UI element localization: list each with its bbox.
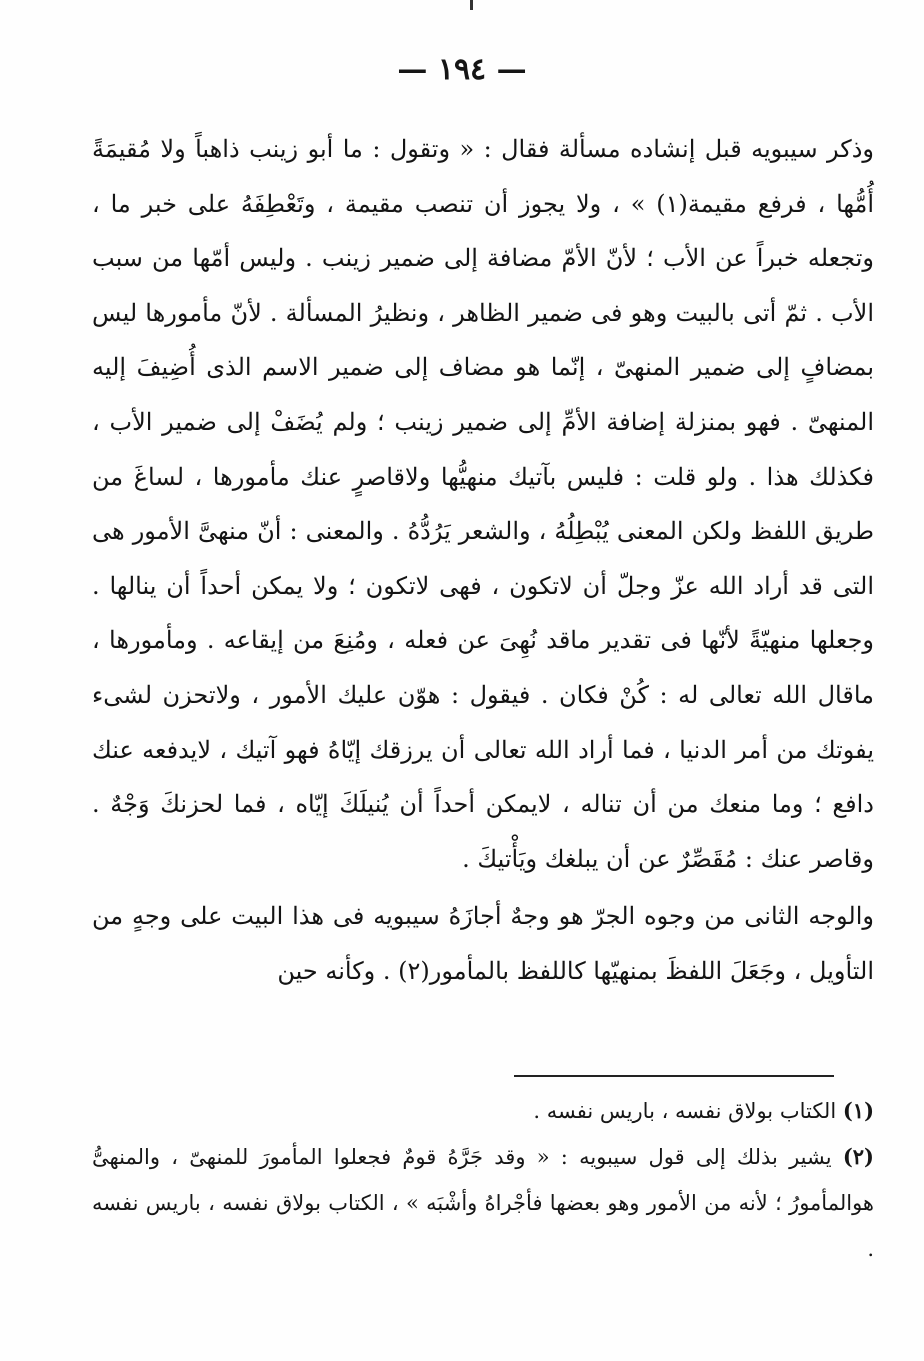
paragraph-1: وذكر سيبويه قبل إنشاده مسألة فقال : « وتقول : ما أبو زينب ذاهباً ولا مُقيمَةً أُمُّها ، فرفع مقيمة(١) » ، ولا يجوز أن تنصب مقيمة ، وتَعْطِفَهُ على خبر ما ، وتجعله خبراً عن الأب ؛ لأنّ الأمّ مضافة إلى ضمير زينب . وليس أمّها من سبب الأب . ثمّ أتى بالبيت وهو فى ضمير الظاهر ، ونظيرُ المسألة . لأنّ مأمورها ليس بمضافٍ إلى ضمير المنهىّ ، إنّما هو مضاف إلى ضمير الاسم الذى أُضِيفَ إليه المنهىّ . فهو بمنزلة إضافة الأمِّ إلى ضمير زينب ؛ ولم يُضَفْ إلى ضمير الأب ، فكذلك هذا . ولو قلت : فليس بآتيك منهيُّها ولاقاصرٍ عنك مأمورها ، لساغَ من طريق اللفظ ولكن المعنى يُبْطِلُهُ ، والشعر يَرُدُّهُ . والمعنى : أنّ منهىَّ الأمور هى التى قد أراد الله عزّ وجلّ أن لاتكون ، فهى لاتكون ؛ ولا يمكن أحداً أن ينالها . وجعلها منهيّةً لأنّها فى تقدير ماقد نُهِىَ عن فعله ، ومُنِعَ من إيقاعه . ومأمورها ، ماقال الله تعالى له : كُنْ فكان . فيقول : هوّن عليك الأمور ، ولاتحزن لشىء يفوتك من أمر الدنيا ، فما أراد الله تعالى أن يرزقك إيّاهُ فهو آتيك ، لايدفعه عنك دافع ؛ وما منعك من أن تناله ، لايمكن أحداً أن يُنيلَكَ إيّاه ، فما لحزنكَ وَجْهٌ . وقاصر عنك : مُقَصِّرٌ عن أن يبلغك ويَأْتيكَ . [92, 135, 875, 873]
page-number: — ١٩٤ — [397, 52, 527, 87]
footnotes [92, 1088, 874, 1272]
footnote-divider [514, 1075, 834, 1077]
footnote-2-number: (٢) [842, 1144, 874, 1169]
scan-edge-mark [470, 0, 473, 10]
footnote-1-text: الكتاب بولاق نفسه ، باريس نفسه . [533, 1099, 837, 1123]
footnote-2-text: يشير بذلك إلى قول سيبويه : « وقد جَرَّهُ قومٌ فجعلوا المأمورَ للمنهىّ ، والمنهىُّ هوالمأمورُ ؛ لأنه من الأمور وهو بعضها فأجْراهُ وأشْبَه » ، الكتاب بولاق نفسه ، باريس نفسه . [92, 1145, 874, 1261]
footnote-1 [92, 1088, 874, 1134]
main-text [92, 122, 874, 999]
paragraph-2: والوجه الثانى من وجوه الجرّ هو وجهٌ أجازَهُ سيبويه فى هذا البيت على وجهٍ من التأويل ، وجَعَلَ اللفظَ بمنهيّها كاللفظ بالمأمور(٢) . وكأنه حين [92, 902, 874, 985]
footnote-1-number: (١) [842, 1098, 874, 1123]
footnote-2 [92, 1134, 874, 1272]
